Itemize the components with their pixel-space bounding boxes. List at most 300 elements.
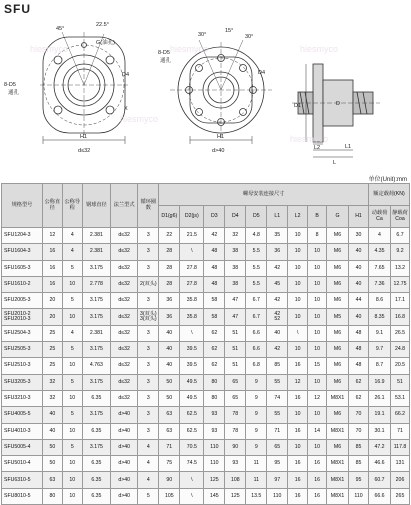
- cell-circ: 4: [138, 456, 159, 472]
- cell-L2: 10: [288, 228, 308, 244]
- cell-L1: 42: [267, 293, 288, 309]
- cell-G: M6: [327, 407, 349, 423]
- cell-D4: 51: [225, 342, 246, 358]
- cell-G: M8X1: [327, 456, 349, 472]
- cell-ball: 3.175: [82, 342, 110, 358]
- cell-flange: d≤32: [111, 390, 138, 406]
- cell-D4: 78: [225, 407, 246, 423]
- header-ball: 钢球直径: [82, 184, 110, 228]
- cell-G: M6: [327, 325, 349, 341]
- cell-model: SFU2505-3: [2, 342, 43, 358]
- cell-flange: d≤32: [111, 358, 138, 374]
- table-row: [2, 342, 410, 358]
- cell-D1: 36: [159, 293, 180, 309]
- cell-flange: d>40: [111, 407, 138, 423]
- cell-ball: 6.35: [82, 390, 110, 406]
- cell-Coa: 17.1: [391, 293, 410, 309]
- cell-D3: 48: [204, 244, 225, 260]
- cell-G: M6: [327, 276, 349, 292]
- cell-model: SFU3205-3: [2, 374, 43, 390]
- cell-ball: 3.175: [82, 407, 110, 423]
- flange-view-large: [170, 40, 272, 144]
- cell-lead: 5: [62, 374, 82, 390]
- cell-D3: 125: [204, 472, 225, 488]
- cell-nd: 40: [42, 423, 62, 439]
- cell-circ: 3: [138, 293, 159, 309]
- cell-L2: 10: [288, 407, 308, 423]
- h1-label-1: H1: [80, 134, 88, 140]
- cell-D3: 58: [204, 293, 225, 309]
- spec-table: [1, 183, 410, 505]
- cell-circ: 3: [138, 374, 159, 390]
- cell-nd: 50: [42, 456, 62, 472]
- table-row: [2, 456, 410, 472]
- cell-B: 10: [308, 407, 327, 423]
- cell-ball: 6.35: [82, 456, 110, 472]
- cell-ball: 3.175: [82, 439, 110, 455]
- cell-flange: d≤32: [111, 260, 138, 276]
- cell-Ca: 60.7: [368, 472, 390, 488]
- cell-nd: 50: [42, 439, 62, 455]
- cell-D4: 47: [225, 309, 246, 325]
- cell-L2: 10: [288, 244, 308, 260]
- page-title: SFU: [4, 2, 31, 16]
- d40-label: d>40: [212, 148, 225, 154]
- cell-circ: 4: [138, 439, 159, 455]
- cell-H1: 44: [349, 293, 369, 309]
- watermark: hiesmyco: [300, 44, 339, 54]
- cell-D5: 11: [246, 456, 267, 472]
- cell-L1: 85: [267, 358, 288, 374]
- cell-ball: 2.381: [82, 325, 110, 341]
- cell-circ: 2(双头): [138, 276, 159, 292]
- header-d3: D3: [204, 206, 225, 228]
- cell-D5: 9: [246, 407, 267, 423]
- cell-model: SFU5010-4: [2, 456, 43, 472]
- cell-circ: 4: [138, 472, 159, 488]
- diameter-label: D: [336, 101, 340, 107]
- h1-label-2: H1: [217, 134, 225, 140]
- cell-G: M8X1: [327, 390, 349, 406]
- cell-Ca: 7.36: [368, 276, 390, 292]
- unit-label: 单位(Unit):mm: [368, 177, 407, 183]
- cell-L2: 16: [288, 358, 308, 374]
- cell-D4: 65: [225, 374, 246, 390]
- cell-D2: 49.5: [180, 390, 204, 406]
- oil-hole-label: G(油孔): [96, 40, 115, 46]
- cell-D2: \: [180, 325, 204, 341]
- cell-nd: 20: [42, 293, 62, 309]
- cell-D2: \: [180, 472, 204, 488]
- cell-D4: 38: [225, 260, 246, 276]
- cell-flange: d≤32: [111, 309, 138, 325]
- l2-label: L2: [314, 145, 321, 151]
- cell-nd: 32: [42, 374, 62, 390]
- cell-circ: 3: [138, 260, 159, 276]
- cell-D4: 78: [225, 423, 246, 439]
- cell-circ: 3: [138, 358, 159, 374]
- cell-lead: 10: [62, 309, 82, 325]
- cell-B: 15: [308, 358, 327, 374]
- cell-D4: 108: [225, 472, 246, 488]
- cell-D3: 58: [204, 309, 225, 325]
- cell-D3: 93: [204, 407, 225, 423]
- cell-G: M8X1: [327, 472, 349, 488]
- cell-D2: 35.8: [180, 309, 204, 325]
- cell-D2: 49.5: [180, 374, 204, 390]
- cell-flange: d≤32: [111, 342, 138, 358]
- watermark: hiesmyco: [170, 44, 209, 54]
- header-l2: L2: [288, 206, 308, 228]
- cell-B: 8: [308, 228, 327, 244]
- cell-D4: 90: [225, 439, 246, 455]
- cell-D3: 62: [204, 325, 225, 341]
- cell-H1: 30: [349, 228, 369, 244]
- cell-Coa: 71: [391, 423, 410, 439]
- cell-Coa: 12.75: [391, 276, 410, 292]
- cell-lead: 4: [62, 244, 82, 260]
- d4-label-1: D4: [122, 72, 130, 78]
- cell-model: SFU2005-3: [2, 293, 43, 309]
- cell-ball: 4.763: [82, 358, 110, 374]
- cell-H1: 40: [349, 260, 369, 276]
- cell-L2: 12: [288, 374, 308, 390]
- cell-lead: 10: [62, 423, 82, 439]
- cell-H1: 40: [349, 276, 369, 292]
- cell-model: SFU8010-5: [2, 488, 43, 504]
- cell-G: M6: [327, 374, 349, 390]
- cell-L2: 16: [288, 456, 308, 472]
- cell-D3: 42: [204, 228, 225, 244]
- cell-D2: 27.8: [180, 276, 204, 292]
- cell-G: M6: [327, 228, 349, 244]
- cell-Coa: 9.2: [391, 244, 410, 260]
- cell-D1: 63: [159, 407, 180, 423]
- cell-ball: 3.175: [82, 309, 110, 325]
- cell-D1: 75: [159, 456, 180, 472]
- cell-nd: 16: [42, 244, 62, 260]
- header-d1: D1(g6): [159, 206, 180, 228]
- cell-D5: 9: [246, 390, 267, 406]
- cell-model: SFU6310-5: [2, 472, 43, 488]
- cell-L1: 97: [267, 472, 288, 488]
- cell-G: M6: [327, 342, 349, 358]
- cell-Coa: 26.5: [391, 325, 410, 341]
- cell-B: 16: [308, 488, 327, 504]
- header-model: 规格型号: [2, 184, 43, 228]
- cell-circ: 3(双头) 3(双头): [138, 309, 159, 325]
- cell-flange: d>40: [111, 456, 138, 472]
- table-row: [2, 407, 410, 423]
- cell-H1: 40: [349, 244, 369, 260]
- cell-G: M6: [327, 293, 349, 309]
- cell-L2: 10: [288, 260, 308, 276]
- table-body: [2, 228, 410, 505]
- cell-D5: 6.8: [246, 358, 267, 374]
- cell-D5: 13.5: [246, 488, 267, 504]
- cell-model: SFU1610-2: [2, 276, 43, 292]
- cell-L1: 65: [267, 439, 288, 455]
- cell-H1: 48: [349, 358, 369, 374]
- cell-ball: 3.175: [82, 374, 110, 390]
- header-load: 额定载荷(KN): [368, 184, 409, 206]
- cell-circ: 3: [138, 407, 159, 423]
- cell-D4: 51: [225, 358, 246, 374]
- header-l1: L1: [267, 206, 288, 228]
- cell-flange: d≤32: [111, 276, 138, 292]
- header-flange: 法兰型式: [111, 184, 138, 228]
- cell-L1: 71: [267, 423, 288, 439]
- cell-D5: 6.6: [246, 325, 267, 341]
- d5-label-1: 8-D5: [4, 82, 16, 88]
- cell-lead: 10: [62, 488, 82, 504]
- cell-L1: 40: [267, 325, 288, 341]
- cell-D2: 62.5: [180, 407, 204, 423]
- header-d5: D5: [246, 206, 267, 228]
- cell-L2: 10: [288, 309, 308, 325]
- table-row: [2, 244, 410, 260]
- cell-D1: 63: [159, 423, 180, 439]
- header-nominal: 公称直径: [42, 184, 62, 228]
- cell-lead: 10: [62, 472, 82, 488]
- cell-B: 10: [308, 260, 327, 276]
- cell-lead: 4: [62, 325, 82, 341]
- cell-G: M8X1: [327, 488, 349, 504]
- d5-label-2: 8-D5: [158, 50, 170, 56]
- cell-Coa: 66.2: [391, 407, 410, 423]
- cell-circ: 3: [138, 325, 159, 341]
- cell-L2: 16: [288, 488, 308, 504]
- cell-lead: 5: [62, 439, 82, 455]
- cell-L2: 10: [288, 293, 308, 309]
- cell-L1: 45: [267, 276, 288, 292]
- cell-D4: 32: [225, 228, 246, 244]
- cell-D1: 28: [159, 244, 180, 260]
- cell-G: M8X1: [327, 423, 349, 439]
- cell-nd: 63: [42, 472, 62, 488]
- cell-Ca: 47.2: [368, 439, 390, 455]
- table-row: [2, 439, 410, 455]
- l-label: L: [333, 160, 337, 166]
- cell-flange: d>40: [111, 439, 138, 455]
- watermark: hiesmyco: [30, 44, 69, 54]
- cell-H1: 62: [349, 390, 369, 406]
- cell-D2: 21.5: [180, 228, 204, 244]
- cell-B: 16: [308, 456, 327, 472]
- cell-lead: 5: [62, 407, 82, 423]
- cell-G: M5: [327, 309, 349, 325]
- cell-Ca: 16.9: [368, 374, 390, 390]
- cell-D5: 5.5: [246, 244, 267, 260]
- cell-nd: 20: [42, 309, 62, 325]
- angle-30-label-a: 30°: [198, 32, 207, 38]
- cell-L1: 55: [267, 407, 288, 423]
- cell-flange: d≤32: [111, 228, 138, 244]
- header-coa: 静载荷Coa: [391, 206, 410, 228]
- cell-D3: 80: [204, 374, 225, 390]
- cell-ball: 2.778: [82, 276, 110, 292]
- cell-lead: 10: [62, 390, 82, 406]
- cell-G: M6: [327, 244, 349, 260]
- cell-D2: 35.8: [180, 293, 204, 309]
- cell-D5: 6.7: [246, 309, 267, 325]
- cell-D4: 125: [225, 488, 246, 504]
- cell-lead: 10: [62, 276, 82, 292]
- cell-Ca: 7.65: [368, 260, 390, 276]
- table-row: [2, 228, 410, 244]
- cell-H1: 48: [349, 325, 369, 341]
- cell-D2: 39.5: [180, 342, 204, 358]
- cell-D5: 11: [246, 472, 267, 488]
- d4-label-2: D4: [258, 70, 266, 76]
- cell-lead: 4: [62, 228, 82, 244]
- cell-nd: 25: [42, 342, 62, 358]
- angle-15-label: 15°: [225, 28, 234, 34]
- cell-Coa: 117.8: [391, 439, 410, 455]
- cell-model: SFU2010-2 SFU2010-3: [2, 309, 43, 325]
- cell-ball: 3.175: [82, 293, 110, 309]
- cell-D3: 110: [204, 456, 225, 472]
- cell-L1: 95: [267, 456, 288, 472]
- cell-Ca: 19.1: [368, 407, 390, 423]
- cell-flange: d≤32: [111, 293, 138, 309]
- cell-L2: 16: [288, 390, 308, 406]
- table-row: [2, 309, 410, 325]
- cell-G: M6: [327, 358, 349, 374]
- cell-L2: 16: [288, 423, 308, 439]
- cell-model: SFU4005-5: [2, 407, 43, 423]
- table-row: [2, 293, 410, 309]
- cell-Ca: 8.6: [368, 293, 390, 309]
- cell-D2: \: [180, 488, 204, 504]
- cell-Ca: 26.1: [368, 390, 390, 406]
- watermark: hiesmyco: [120, 114, 159, 124]
- cell-D2: 39.5: [180, 358, 204, 374]
- cell-model: SFU1605-3: [2, 260, 43, 276]
- cell-ball: 6.35: [82, 472, 110, 488]
- cell-D1: 71: [159, 439, 180, 455]
- cell-D5: 9: [246, 374, 267, 390]
- header-ca: 动载荷Ca: [368, 206, 390, 228]
- cell-L1: 42 52: [267, 309, 288, 325]
- cell-D3: 93: [204, 423, 225, 439]
- cell-nd: 25: [42, 358, 62, 374]
- cell-Ca: 9.1: [368, 325, 390, 341]
- cell-L1: 35: [267, 228, 288, 244]
- cell-circ: 3: [138, 342, 159, 358]
- cell-model: SFU3210-3: [2, 390, 43, 406]
- table-row: [2, 325, 410, 341]
- cell-L2: 10: [288, 342, 308, 358]
- cell-Coa: 16.8: [391, 309, 410, 325]
- technical-drawings: [0, 12, 411, 172]
- cell-D4: 93: [225, 456, 246, 472]
- cell-B: 10: [308, 276, 327, 292]
- cell-B: 10: [308, 244, 327, 260]
- cell-lead: 5: [62, 293, 82, 309]
- cell-D3: 62: [204, 358, 225, 374]
- through-hole-label-1: 通孔: [8, 90, 20, 96]
- cell-nd: 16: [42, 260, 62, 276]
- cell-B: 14: [308, 423, 327, 439]
- cell-Ca: 8.7: [368, 358, 390, 374]
- cell-flange: d>40: [111, 472, 138, 488]
- cell-lead: 10: [62, 456, 82, 472]
- cell-L1: 110: [267, 488, 288, 504]
- cell-lead: 5: [62, 260, 82, 276]
- cell-Coa: 131: [391, 456, 410, 472]
- cell-D1: 90: [159, 472, 180, 488]
- table-row: [2, 423, 410, 439]
- cell-D4: 47: [225, 293, 246, 309]
- angle-22-label: 22.5°: [96, 22, 109, 28]
- cell-B: 10: [308, 342, 327, 358]
- cell-B: 16: [308, 472, 327, 488]
- cell-Ca: 30.1: [368, 423, 390, 439]
- cell-B: 10: [308, 374, 327, 390]
- table-row: [2, 276, 410, 292]
- angle-30-label-b: 30°: [245, 34, 254, 40]
- cell-Coa: 265: [391, 488, 410, 504]
- cell-model: SFU1204-3: [2, 228, 43, 244]
- cell-lead: 10: [62, 358, 82, 374]
- table-row: [2, 374, 410, 390]
- cell-D5: 5.5: [246, 260, 267, 276]
- cell-D1: 40: [159, 358, 180, 374]
- d32-label: d≤32: [78, 148, 91, 154]
- cell-flange: d>40: [111, 423, 138, 439]
- cell-flange: d≤32: [111, 325, 138, 341]
- cell-Ca: 4.35: [368, 244, 390, 260]
- cell-G: M6: [327, 439, 349, 455]
- cell-B: 10: [308, 325, 327, 341]
- cell-D5: 9: [246, 423, 267, 439]
- cell-D5: 6.7: [246, 293, 267, 309]
- cell-ball: 2.381: [82, 244, 110, 260]
- cell-Coa: 20.5: [391, 358, 410, 374]
- cell-model: SFU2504-3: [2, 325, 43, 341]
- cell-Ca: 66.6: [368, 488, 390, 504]
- cell-Coa: 51: [391, 374, 410, 390]
- cell-flange: d>40: [111, 488, 138, 504]
- cell-nd: 12: [42, 228, 62, 244]
- cell-D1: 36: [159, 309, 180, 325]
- cell-D3: 110: [204, 439, 225, 455]
- cell-H1: 70: [349, 423, 369, 439]
- cell-D5: 9: [246, 439, 267, 455]
- cell-model: SFU1604-3: [2, 244, 43, 260]
- cell-B: 10: [308, 439, 327, 455]
- cell-H1: 85: [349, 456, 369, 472]
- cell-L2: 10: [288, 439, 308, 455]
- header-d2: D2(js): [180, 206, 204, 228]
- cell-H1: 62: [349, 374, 369, 390]
- cell-D2: 62.5: [180, 423, 204, 439]
- x-label: X: [124, 106, 128, 112]
- cell-H1: 85: [349, 439, 369, 455]
- cell-Ca: 8.35: [368, 309, 390, 325]
- cell-D2: 70.5: [180, 439, 204, 455]
- cell-D1: 50: [159, 374, 180, 390]
- cell-Ca: 4: [368, 228, 390, 244]
- cell-D3: 145: [204, 488, 225, 504]
- cell-ball: 3.175: [82, 260, 110, 276]
- cell-B: 10: [308, 309, 327, 325]
- cell-circ: 3: [138, 244, 159, 260]
- table-row: [2, 358, 410, 374]
- cell-D1: 28: [159, 260, 180, 276]
- table-row: [2, 390, 410, 406]
